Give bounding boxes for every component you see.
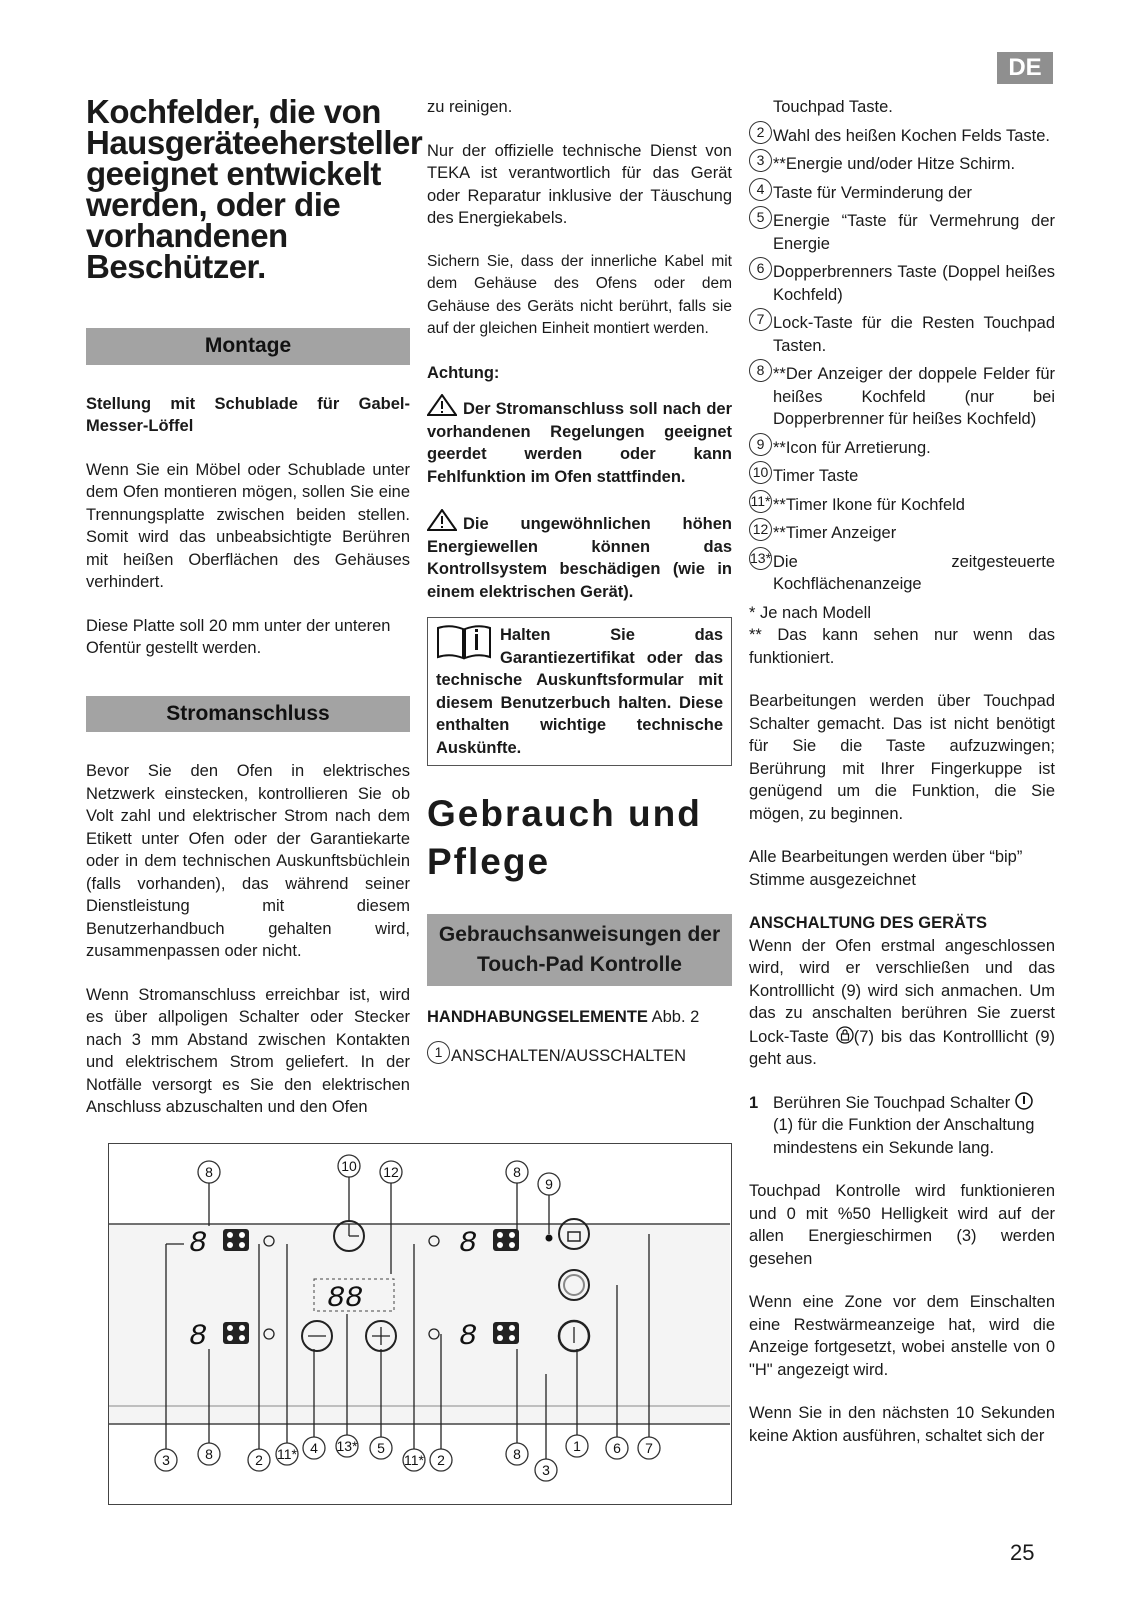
controls-legend xyxy=(749,125,1055,596)
lock-icon xyxy=(836,1025,854,1045)
legend-text: **Energie und/oder Hitze Schirm. xyxy=(773,155,1016,173)
legend-text: **Der Anzeiger der doppele Felder für heißes Kochfeld (nur bei Dopperbrenner für heißes Kochfeld) xyxy=(773,365,1055,428)
zone-bottom-left-digit: 8 xyxy=(189,1320,208,1354)
legend-item xyxy=(749,153,1055,176)
zone-bottom-right-burner-dot xyxy=(497,1325,503,1331)
step-1 xyxy=(749,1092,1055,1160)
legend-text: Dopperbrenners Taste (Doppel heißes Kochfeld) xyxy=(773,263,1055,304)
zone-top-right-burner-dot xyxy=(509,1242,515,1248)
strom-paragraph-2: Wenn Stromanschluss erreichbar ist, wird es über allpoligen Schalter oder Stecker nach 3 mm Abstand zwischen Kontakten und elektrischem Strom geliefert. In der Notfälle versorgt es Sie den elektrischen Anschluss abzuschalten und den Ofen xyxy=(86,985,410,1116)
col2-paragraph-2: Nur der offizielle technische Dienst von TEKA ist verantwortlich für das Gerät oder Reparatur inklusive der Täuschung des Energiekabels. xyxy=(427,141,732,227)
zone-top-left-burner-icon xyxy=(223,1229,249,1251)
legend-number: 6 xyxy=(749,257,772,280)
legend-number: 5 xyxy=(749,206,772,229)
legend-number: 9 xyxy=(749,433,772,456)
col3-paragraph-6: Wenn Sie in den nächsten 10 Sekunden keine Aktion ausführen, schaltet sich der xyxy=(749,1404,1055,1445)
figure-label-bottom: 2 xyxy=(437,1452,445,1468)
legend-number: 13* xyxy=(749,547,772,570)
col2-paragraph-1: zu reinigen. xyxy=(427,98,513,116)
legend-text: Taste für Verminderung der xyxy=(773,183,973,202)
legend-number: 7 xyxy=(749,308,772,331)
anschaltung-text-a: Wenn der Ofen erstmal angeschlossen wird, wird er verschließen und das Kontrolllicht (9) wird sich anmachen. Um das zu anschalten berühren Sie zuerst Lock-Taste xyxy=(749,936,1055,1046)
legend-item xyxy=(749,522,1055,545)
legend-number: 2 xyxy=(749,121,772,144)
legend-number: 4 xyxy=(749,178,772,201)
warning-2-text: Die ungewöhnlichen höhen Energiewellen können das Kontrollsystem beschädigen (wie in einem elektrischen Gerät). xyxy=(427,515,732,601)
warning-triangle-icon xyxy=(427,394,457,416)
legend-item xyxy=(749,437,1055,460)
warning-2 xyxy=(427,509,732,603)
info-box-text: Halten Sie das Garantiezertifikat oder das technische Auskunftsformular mit diesem Benutzerbuch halten. Diese enthalten wichtige technische Auskünfte. xyxy=(436,626,723,757)
legend-text: Timer Taste xyxy=(773,467,859,485)
zone-top-left-digit: 8 xyxy=(189,1227,208,1261)
figure-label-bottom: 1 xyxy=(573,1438,581,1454)
zone-bottom-right-burner-icon xyxy=(493,1322,519,1344)
figure-label-bottom: 13* xyxy=(336,1438,358,1454)
figure-label-top: 9 xyxy=(545,1176,553,1192)
achtung-label: Achtung: xyxy=(427,363,500,382)
section-montage-title: Montage xyxy=(86,328,410,365)
legend-item xyxy=(749,182,1055,205)
legend-text: Energie “Taste für Vermehrung der Energie xyxy=(773,212,1055,253)
legend-number: 10 xyxy=(749,461,772,484)
legend-text: Wahl des heißen Kochen Felds Taste. xyxy=(773,126,1050,145)
zone-top-left-burner-dot xyxy=(239,1232,245,1238)
legend-number: 12 xyxy=(749,518,772,541)
power-icon xyxy=(1015,1092,1033,1110)
zone-bottom-left-burner-dot xyxy=(227,1335,233,1341)
legend-number: 11* xyxy=(749,490,772,513)
figure-label-bottom: 8 xyxy=(513,1446,521,1462)
step-number: 1 xyxy=(749,1093,759,1112)
legend-number: 8 xyxy=(749,359,772,382)
figure-label-top: 12 xyxy=(383,1164,399,1180)
figure-label-bottom: 8 xyxy=(205,1446,213,1462)
step-1-text-a: Berühren Sie Touchpad Schalter xyxy=(773,1093,1011,1112)
zone-top-right-burner-icon xyxy=(493,1229,519,1251)
figure-label-bottom: 3 xyxy=(542,1462,550,1478)
zone-bottom-right-digit: 8 xyxy=(459,1320,478,1354)
column-1 xyxy=(86,93,423,1119)
note-visibility: ** Das kann sehen nur wenn das funktioniert. xyxy=(749,626,1055,667)
column-3 xyxy=(749,96,1055,1447)
col3-paragraph-1: Bearbeitungen werden über Touchpad Schalter gemacht. Das ist nicht benötigt für Sie die Taste aufzuzwingen; Berührung mit Ihrer Fingerkuppe ist genügend um die Funktion, die Sie mögen, zu beginnen. xyxy=(749,692,1055,823)
info-box xyxy=(427,617,732,766)
page-number: 25 xyxy=(1010,1540,1035,1565)
zone-top-right-burner-dot xyxy=(497,1242,503,1248)
legend-item xyxy=(749,125,1055,148)
zone-top-left-burner-dot xyxy=(227,1242,233,1248)
page-heading: Kochfelder, die von Hausgeräteehersteller geeignet entwickelt werden, oder die vorhandenen Beschützer. xyxy=(86,93,423,285)
figure-label-bottom: 2 xyxy=(255,1452,263,1468)
zone-top-right-burner-dot xyxy=(497,1232,503,1238)
legend-item xyxy=(749,363,1055,431)
legend-item xyxy=(749,494,1055,517)
touchpad-subtitle: Gebrauchsanweisungen der Touch-Pad Kontrolle xyxy=(427,914,732,986)
legend-text: Die zeitgesteuerte Kochflächenanzeige xyxy=(773,552,1055,593)
item-1-continuation: Touchpad Taste. xyxy=(773,98,893,116)
item-text: ANSCHALTEN/AUSSCHALTEN xyxy=(451,1046,687,1065)
figure-label-top: 8 xyxy=(205,1164,213,1180)
figure-label-bottom: 5 xyxy=(377,1440,385,1456)
legend-item xyxy=(749,210,1055,255)
column-2 xyxy=(427,96,732,1067)
warning-1-text: Der Stromanschluss soll nach der vorhandenen Regelungen geeignet geerdet werden oder kann Fehlfunktion im Ofen stattfinden. xyxy=(427,400,732,486)
lock-indicator-dot xyxy=(546,1235,553,1242)
zone-top-left-burner-dot xyxy=(227,1232,233,1238)
col3-paragraph-2: Alle Bearbeitungen werden über “bip” Stimme ausgezeichnet xyxy=(749,848,1023,889)
control-item-1 xyxy=(427,1045,732,1068)
legend-text: **Icon für Arretierung. xyxy=(773,438,931,457)
anschaltung-paragraph xyxy=(749,935,1055,1071)
legend-item xyxy=(749,261,1055,306)
zone-bottom-left-burner-dot xyxy=(227,1325,233,1331)
zone-top-right-burner-dot xyxy=(509,1232,515,1238)
legend-item xyxy=(749,551,1055,596)
figure-label-top: 8 xyxy=(513,1164,521,1180)
figure-label-bottom: 11* xyxy=(277,1446,297,1462)
montage-paragraph-1: Wenn Sie ein Möbel oder Schublade unter dem Ofen montieren mögen, sollen Sie eine Trennungsplatte zwischen beiden stellen. Somit wird das unbeabsichtigte Berühren mit heißen Oberflächen des Gehäuses verhindert. xyxy=(86,460,410,591)
warning-1 xyxy=(427,394,732,488)
note-model: * Je nach Modell xyxy=(749,603,871,622)
strom-paragraph-1: Bevor Sie den Ofen in elektrisches Netzwerk einstecken, kontrollieren Sie ob Volt zahl und elektrischer Strom nach dem Etikett unter Ofen oder der Garantiekarte oder in dem technischen Auskunftsbüchlein (falls vorhanden), das während seiner Dienstleistung mit diesem Benutzerhandbuch gehalten wird, zusammenpassen oder nicht. xyxy=(86,762,410,960)
montage-paragraph-2: Diese Platte soll 20 mm unter der unteren Ofentür gestellt werden. xyxy=(86,616,391,657)
language-badge: DE xyxy=(997,52,1053,84)
item-number: 1 xyxy=(427,1041,450,1064)
anschaltung-text-b: (7) bis das Kontrolllicht (9) geht aus. xyxy=(749,1027,1055,1068)
zone-bottom-right-burner-dot xyxy=(497,1335,503,1341)
gebrauch-title: Gebrauch und Pflege xyxy=(427,793,702,882)
step-1-text-b: (1) für die Funktion der Anschaltung mindestens ein Sekunde lang. xyxy=(773,1116,1035,1157)
legend-number: 3 xyxy=(749,149,772,172)
control-panel-diagram xyxy=(109,1144,730,1503)
figure-label-bottom: 11* xyxy=(404,1452,424,1468)
stellung-heading: Stellung mit Schublade für Gabel-Messer-Löffel xyxy=(86,394,410,435)
legend-item xyxy=(749,465,1055,488)
zone-bottom-right-burner-dot xyxy=(509,1335,515,1341)
zone-top-left-burner-dot xyxy=(239,1242,245,1248)
zone-bottom-right-burner-dot xyxy=(509,1325,515,1331)
figure-label-bottom: 4 xyxy=(310,1440,318,1456)
legend-text: Lock-Taste für die Resten Touchpad Tasten. xyxy=(773,314,1055,355)
warning-triangle-icon xyxy=(427,509,457,531)
figure-label-bottom: 7 xyxy=(645,1440,653,1456)
zone-bottom-left-burner-dot xyxy=(239,1335,245,1341)
handhabung-rest: Abb. 2 xyxy=(647,1008,700,1026)
figure-label-bottom: 6 xyxy=(613,1440,621,1456)
handhabung-line xyxy=(427,1006,732,1029)
figure-label-top: 10 xyxy=(341,1158,357,1174)
timer-display-digits: 88 xyxy=(327,1282,364,1316)
section-stromanschluss-title: Stromanschluss xyxy=(86,696,410,733)
col3-paragraph-5: Wenn eine Zone vor dem Einschalten eine Restwärmeanzeige hat, wird die Anzeige fortgesetzt, wobei anstelle von 0 "H" angezeigt wird. xyxy=(749,1293,1055,1379)
col2-paragraph-3: Sichern Sie, dass der innerliche Kabel mit dem Gehäuse des Ofens oder dem Gehäuse des Geräts nicht berührt, falls sie auf der gleichen Einheit montiert werden. xyxy=(427,252,732,337)
legend-text: **Timer Anzeiger xyxy=(773,524,897,542)
zone-bottom-left-burner-dot xyxy=(239,1325,245,1331)
figure-label-bottom: 3 xyxy=(162,1452,170,1468)
zone-top-right-digit: 8 xyxy=(459,1227,478,1261)
legend-text: **Timer Ikone für Kochfeld xyxy=(773,495,965,514)
anschaltung-heading: ANSCHALTUNG DES GERÄTS xyxy=(749,914,988,932)
legend-item xyxy=(749,312,1055,357)
control-panel-figure xyxy=(108,1143,732,1505)
book-info-icon xyxy=(436,624,492,660)
handhabung-bold: HANDHABUNGSELEMENTE xyxy=(427,1008,648,1026)
col3-paragraph-4: Touchpad Kontrolle wird funktionieren und 0 mit %50 Helligkeit wird auf der allen Energieschirmen (3) werden gesehen xyxy=(749,1182,1055,1268)
zone-bottom-left-burner-icon xyxy=(223,1322,249,1344)
